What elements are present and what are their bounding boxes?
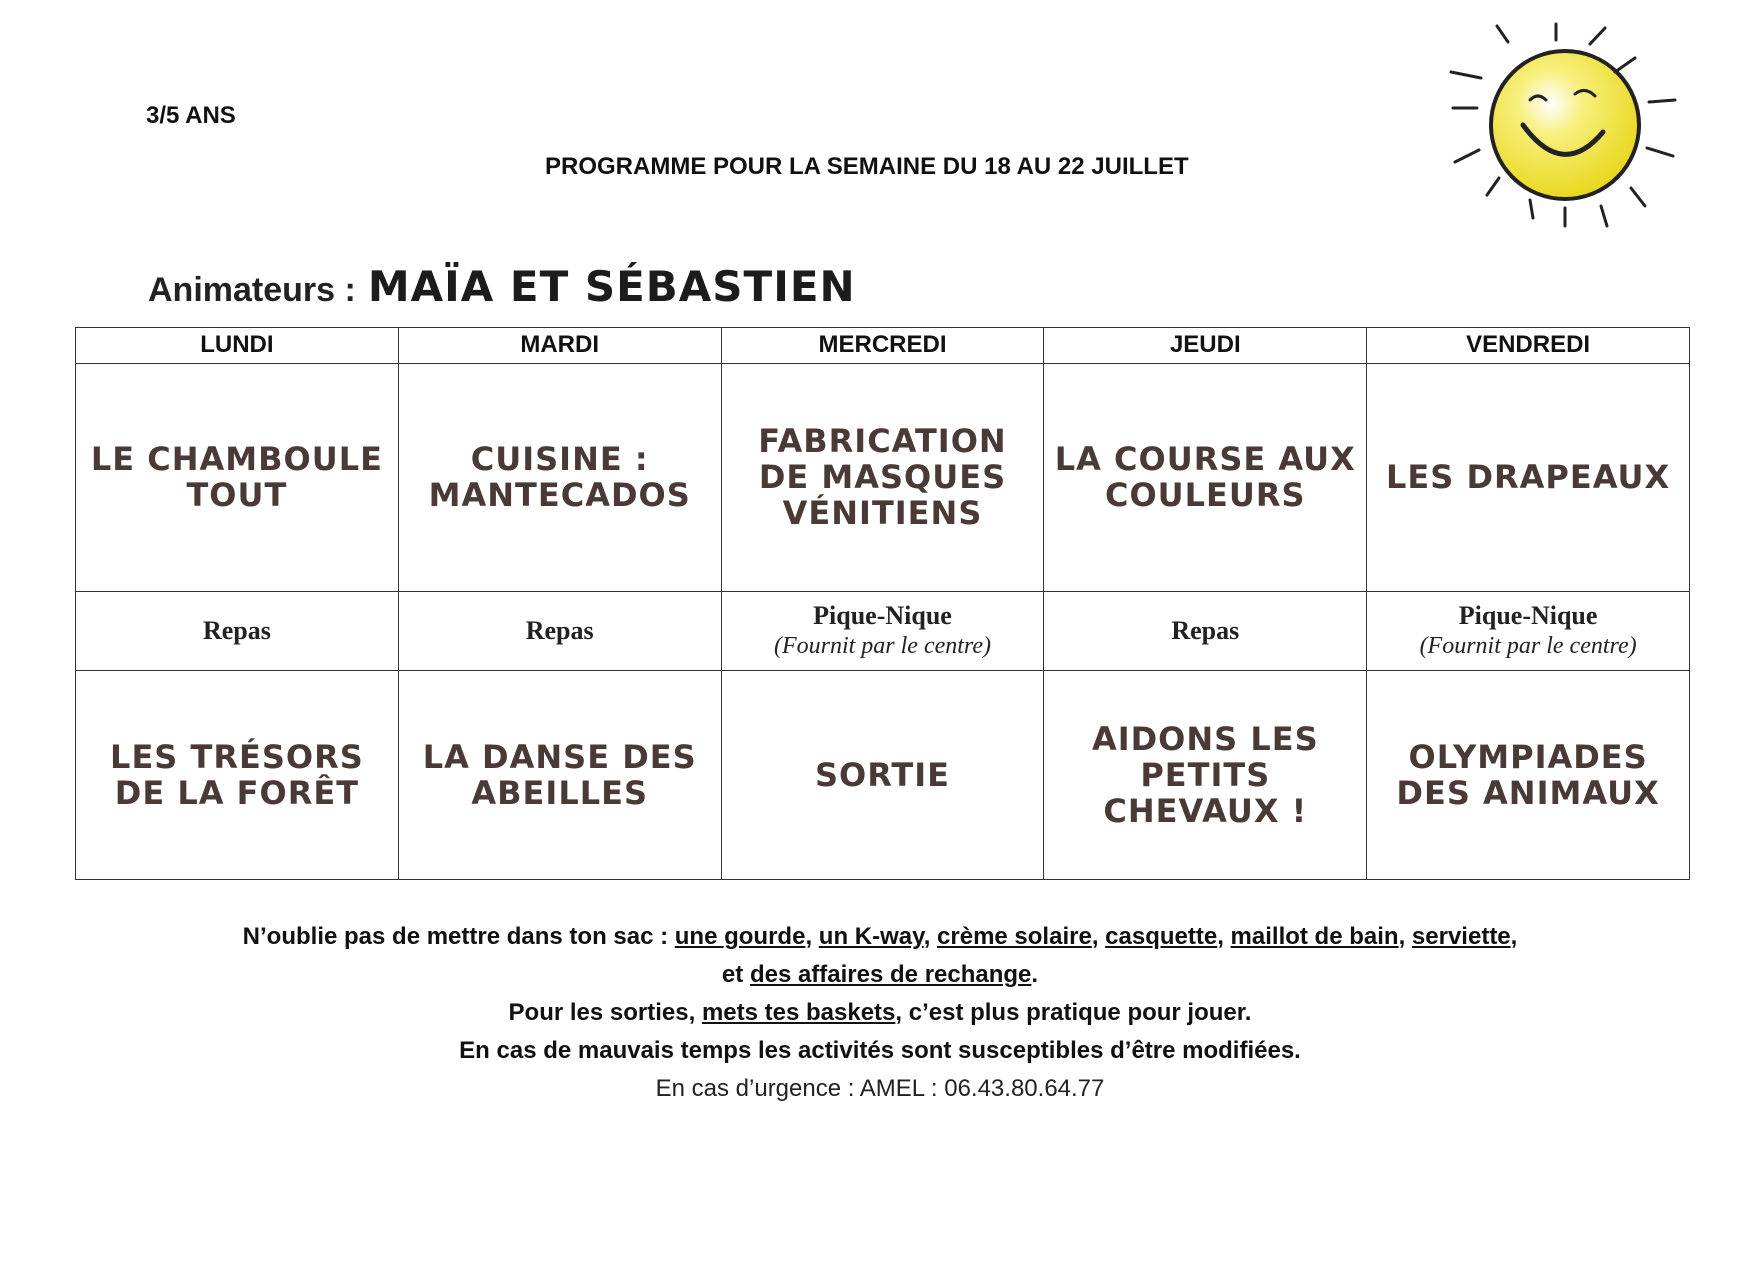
day-thursday: JEUDI <box>1044 328 1367 364</box>
weather-note: En cas de mauvais temps les activités sont susceptibles d’être modifiées. <box>459 1037 1301 1064</box>
activity-tuesday-morning: CUISINE : MANTECADOS <box>398 363 721 592</box>
meal-tuesday <box>398 592 721 670</box>
meal-thursday <box>1044 592 1367 670</box>
activity-monday-morning: LE CHAMBOULE TOUT <box>76 363 399 592</box>
activity-tuesday-afternoon: LA DANSE DES ABEILLES <box>398 670 721 879</box>
days-row <box>76 328 1690 364</box>
activity-thursday-afternoon: AIDONS LES PETITS CHEVAUX ! <box>1044 670 1367 879</box>
animators-label: Animateurs : <box>148 271 356 309</box>
outing-item: mets tes baskets <box>701 999 896 1026</box>
packing-item: crème solaire <box>937 923 1092 950</box>
afternoon-row <box>76 670 1690 879</box>
day-friday: VENDREDI <box>1367 328 1690 364</box>
packing-item: une gourde <box>674 923 806 950</box>
meal-note: (Fournit par le centre) <box>773 633 992 660</box>
packing-item: maillot de bain <box>1230 923 1399 950</box>
packing-item: un K-way <box>818 923 924 950</box>
meal-label: Pique-Nique <box>813 601 952 631</box>
outing-note <box>100 994 1660 1032</box>
activity-friday-morning: LES DRAPEAUX <box>1367 363 1690 592</box>
activity-wednesday-afternoon: SORTIE <box>721 670 1044 879</box>
day-tuesday: MARDI <box>398 328 721 364</box>
morning-row <box>76 363 1690 592</box>
meal-wednesday <box>721 592 1044 670</box>
meal-label: Repas <box>525 615 594 645</box>
packing-prefix: N’oublie pas de mettre dans ton sac : <box>242 923 675 950</box>
packing-item: des affaires de rechange <box>749 961 1032 988</box>
meal-note: (Fournit par le centre) <box>1419 633 1637 660</box>
activity-monday-afternoon: LES TRÉSORS DE LA FORÊT <box>76 670 399 879</box>
page-title: PROGRAMME POUR LA SEMAINE DU 18 AU 22 JUILLET <box>545 153 1189 180</box>
animators <box>148 262 856 311</box>
packing-list-line: N’oublie pas de mettre dans ton sac : une gourde, un K-way, crème solaire, casquette, maillot de bain, serviette, <box>242 923 1518 950</box>
emergency-contact: En cas d’urgence : AMEL : 06.43.80.64.77 <box>655 1075 1105 1102</box>
meal-label: Repas <box>202 615 271 645</box>
packing-list-line-2: et des affaires de rechange. <box>721 961 1039 988</box>
outing-prefix: Pour les sorties, <box>508 999 702 1026</box>
weekly-schedule-table <box>75 327 1690 880</box>
packing-prefix-2: et <box>721 961 750 988</box>
notes-section <box>100 918 1660 1108</box>
activity-wednesday-morning: FABRICATION DE MASQUES VÉNITIENS <box>721 363 1044 592</box>
meal-label: Pique-Nique <box>1458 601 1598 631</box>
sun-icon <box>1435 20 1695 230</box>
activity-thursday-morning: LA COURSE AUX COULEURS <box>1044 363 1367 592</box>
meal-row <box>76 592 1690 670</box>
age-group: 3/5 ANS <box>146 102 236 129</box>
meal-label: Repas <box>1171 615 1240 645</box>
packing-item: casquette <box>1105 923 1218 950</box>
activity-friday-afternoon: OLYMPIADES DES ANIMAUX <box>1367 670 1690 879</box>
meal-monday <box>76 592 399 670</box>
animators-names: MAÏA ET SÉBASTIEN <box>367 262 856 311</box>
day-wednesday: MERCREDI <box>721 328 1044 364</box>
day-monday: LUNDI <box>76 328 399 364</box>
outing-suffix: , c’est plus pratique pour jouer. <box>895 999 1252 1026</box>
packing-item: serviette <box>1411 923 1511 950</box>
meal-friday <box>1367 592 1690 670</box>
